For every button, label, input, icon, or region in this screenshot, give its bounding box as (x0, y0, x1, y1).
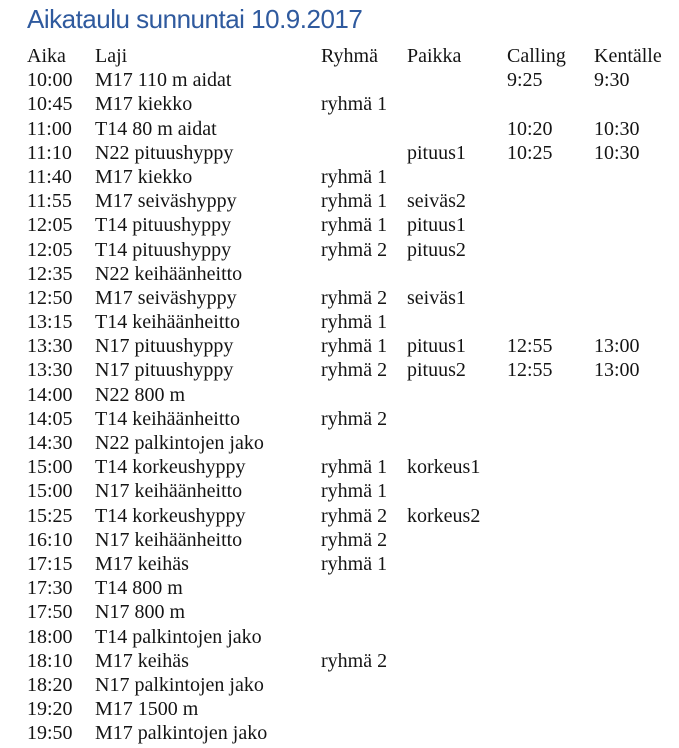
table-cell-laji: N17 pituushyppy (95, 359, 234, 382)
table-cell-paikka (407, 68, 507, 92)
table-cell-calling: 12:55 (507, 335, 553, 358)
table-cell-laji: N17 pituushyppy (95, 335, 234, 358)
table-cell-paikka (407, 117, 507, 141)
table-cell-paikka (407, 92, 507, 116)
table-cell-paikka (407, 721, 507, 745)
table-cell-laji: M17 110 m aidat (95, 69, 232, 92)
table-cell-aika: 14:00 (27, 383, 73, 406)
table-cell-aika: 13:15 (27, 311, 73, 334)
column-header-paikka: Paikka (407, 45, 462, 67)
table-cell-aika: 12:35 (27, 262, 73, 285)
table-cell-ryhma (321, 576, 407, 600)
table-row (27, 649, 679, 673)
table-cell-paikka: korkeus2 (407, 504, 481, 527)
table-row (27, 213, 679, 237)
table-cell-kentalle (594, 238, 679, 262)
table-cell-aika: 10:00 (27, 69, 73, 92)
table-cell-calling (507, 92, 594, 116)
table-cell-laji: N17 palkintojen jako (95, 673, 264, 696)
table-cell-calling: 9:25 (507, 69, 543, 92)
table-cell-calling (507, 600, 594, 624)
table-cell-laji: N17 keihäänheitto (95, 528, 243, 551)
table-row (27, 383, 679, 407)
table-cell-ryhma: ryhmä 1 (321, 165, 388, 188)
table-cell-calling (507, 697, 594, 721)
table-cell-paikka (407, 262, 507, 286)
table-cell-calling (507, 504, 594, 528)
table-cell-ryhma: ryhmä 2 (321, 359, 388, 382)
table-cell-kentalle: 10:30 (594, 141, 640, 164)
table-cell-aika: 16:10 (27, 528, 73, 551)
table-cell-aika: 18:10 (27, 649, 73, 672)
table-cell-kentalle (594, 504, 679, 528)
table-cell-kentalle (594, 92, 679, 116)
table-cell-calling (507, 165, 594, 189)
table-row (27, 455, 679, 479)
table-cell-laji: N22 pituushyppy (95, 141, 234, 164)
table-cell-ryhma (321, 431, 407, 455)
table-cell-ryhma: ryhmä 2 (321, 504, 388, 527)
table-row (27, 310, 679, 334)
table-cell-kentalle (594, 649, 679, 673)
table-cell-calling (507, 673, 594, 697)
table-cell-ryhma (321, 141, 407, 165)
table-cell-kentalle (594, 407, 679, 431)
table-cell-paikka (407, 479, 507, 503)
schedule-table (27, 44, 679, 745)
table-cell-aika: 15:00 (27, 480, 73, 503)
table-cell-aika: 15:00 (27, 456, 73, 479)
column-header-calling: Calling (507, 45, 566, 67)
table-cell-ryhma (321, 697, 407, 721)
table-cell-aika: 17:15 (27, 552, 73, 575)
table-row (27, 141, 679, 165)
table-cell-aika: 17:50 (27, 601, 73, 624)
table-cell-laji: T14 pituushyppy (95, 238, 232, 261)
table-cell-aika: 13:30 (27, 359, 73, 382)
table-cell-calling (507, 552, 594, 576)
table-cell-ryhma: ryhmä 1 (321, 93, 388, 116)
table-cell-ryhma: ryhmä 1 (321, 552, 388, 575)
table-cell-paikka: pituus1 (407, 214, 466, 237)
table-cell-kentalle (594, 600, 679, 624)
table-cell-ryhma (321, 68, 407, 92)
table-cell-laji: M17 palkintojen jako (95, 722, 268, 745)
table-cell-aika: 18:20 (27, 673, 73, 696)
table-cell-calling (507, 649, 594, 673)
table-cell-calling (507, 528, 594, 552)
table-row (27, 92, 679, 116)
table-cell-kentalle (594, 552, 679, 576)
table-cell-aika: 11:55 (27, 190, 72, 213)
table-cell-paikka (407, 552, 507, 576)
table-cell-laji: M17 keihäs (95, 649, 189, 672)
table-cell-kentalle (594, 528, 679, 552)
table-cell-ryhma (321, 673, 407, 697)
table-cell-laji: N17 keihäänheitto (95, 480, 243, 503)
table-cell-kentalle (594, 673, 679, 697)
table-cell-paikka: pituus2 (407, 238, 466, 261)
table-cell-paikka (407, 528, 507, 552)
table-row (27, 697, 679, 721)
table-cell-ryhma: ryhmä 1 (321, 311, 388, 334)
table-cell-calling (507, 721, 594, 745)
table-cell-ryhma (321, 383, 407, 407)
table-cell-aika: 18:00 (27, 625, 73, 648)
table-cell-ryhma: ryhmä 2 (321, 407, 388, 430)
table-cell-paikka: seiväs2 (407, 190, 466, 213)
table-cell-calling (507, 310, 594, 334)
schedule-table-body (27, 68, 679, 745)
table-cell-aika: 12:05 (27, 214, 73, 237)
table-cell-ryhma: ryhmä 1 (321, 456, 388, 479)
table-cell-ryhma (321, 262, 407, 286)
table-cell-kentalle: 10:30 (594, 117, 640, 140)
table-cell-ryhma: ryhmä 1 (321, 335, 388, 358)
page-title: Aikataulu sunnuntai 10.9.2017 (27, 4, 363, 34)
table-cell-calling (507, 479, 594, 503)
table-cell-kentalle (594, 431, 679, 455)
table-cell-laji: N17 800 m (95, 601, 185, 624)
table-cell-calling (507, 189, 594, 213)
table-cell-paikka (407, 165, 507, 189)
table-cell-calling (507, 625, 594, 649)
column-header-aika: Aika (27, 45, 66, 67)
table-cell-aika: 14:30 (27, 432, 73, 454)
table-row (27, 286, 679, 310)
table-row (27, 407, 679, 431)
table-row (27, 576, 679, 600)
table-cell-ryhma (321, 721, 407, 745)
table-row (27, 552, 679, 576)
table-header-row (27, 44, 679, 68)
table-cell-laji: M17 seiväshyppy (95, 190, 237, 213)
table-row (27, 238, 679, 262)
table-cell-kentalle (594, 455, 679, 479)
table-cell-calling (507, 286, 594, 310)
table-cell-calling (507, 213, 594, 237)
table-cell-ryhma: ryhmä 1 (321, 480, 388, 503)
column-header-kentalle: Kentälle (594, 45, 662, 67)
table-cell-calling (507, 455, 594, 479)
table-cell-laji: T14 keihäänheitto (95, 311, 240, 334)
table-cell-calling (507, 576, 594, 600)
table-cell-paikka (407, 697, 507, 721)
table-cell-aika: 11:00 (27, 117, 72, 140)
table-cell-paikka (407, 600, 507, 624)
table-cell-ryhma (321, 117, 407, 141)
table-cell-kentalle (594, 286, 679, 310)
table-cell-laji: T14 palkintojen jako (95, 625, 262, 648)
table-row (27, 721, 679, 745)
table-cell-paikka (407, 576, 507, 600)
table-cell-aika: 14:05 (27, 407, 73, 430)
table-cell-aika: 15:25 (27, 504, 73, 527)
table-cell-paikka (407, 310, 507, 334)
table-cell-laji: T14 korkeushyppy (95, 504, 246, 527)
table-cell-aika: 11:10 (27, 141, 72, 164)
table-cell-aika: 19:50 (27, 722, 73, 745)
table-cell-kentalle: 13:00 (594, 335, 640, 358)
table-cell-calling: 12:55 (507, 359, 553, 382)
table-cell-aika: 11:40 (27, 165, 72, 188)
table-cell-calling (507, 407, 594, 431)
table-cell-paikka (407, 431, 507, 455)
table-cell-kentalle: 9:30 (594, 69, 630, 92)
table-row (27, 262, 679, 286)
table-row (27, 600, 679, 624)
table-row (27, 334, 679, 358)
table-row (27, 673, 679, 697)
table-cell-paikka (407, 673, 507, 697)
table-cell-laji: M17 kiekko (95, 165, 193, 188)
table-cell-calling (507, 431, 594, 455)
table-cell-calling (507, 383, 594, 407)
table-cell-laji: N22 800 m (95, 383, 185, 406)
table-cell-calling: 10:20 (507, 117, 553, 140)
table-cell-aika: 12:05 (27, 238, 73, 261)
table-cell-paikka: pituus1 (407, 335, 466, 358)
table-cell-kentalle (594, 213, 679, 237)
table-cell-ryhma: ryhmä 2 (321, 238, 388, 261)
table-cell-aika: 17:30 (27, 577, 73, 600)
table-cell-ryhma: ryhmä 1 (321, 190, 388, 213)
table-row (27, 358, 679, 382)
table-row (27, 117, 679, 141)
table-cell-laji: T14 keihäänheitto (95, 407, 240, 430)
table-cell-aika: 12:50 (27, 286, 73, 309)
table-cell-laji: N22 keihäänheitto (95, 262, 243, 285)
table-cell-paikka (407, 625, 507, 649)
table-cell-kentalle (594, 721, 679, 745)
table-cell-ryhma: ryhmä 1 (321, 214, 388, 237)
table-cell-aika: 13:30 (27, 335, 73, 358)
table-cell-ryhma (321, 625, 407, 649)
table-cell-paikka: korkeus1 (407, 456, 481, 479)
table-row (27, 625, 679, 649)
table-row (27, 165, 679, 189)
table-cell-kentalle: 13:00 (594, 359, 640, 382)
table-cell-paikka: pituus1 (407, 141, 466, 164)
column-header-ryhma: Ryhmä (321, 45, 378, 67)
table-cell-laji: T14 korkeushyppy (95, 456, 246, 479)
table-row (27, 431, 679, 455)
table-cell-kentalle (594, 262, 679, 286)
table-cell-kentalle (594, 576, 679, 600)
table-cell-laji: M17 1500 m (95, 698, 199, 721)
table-cell-aika: 10:45 (27, 93, 73, 116)
table-cell-kentalle (594, 310, 679, 334)
table-cell-paikka (407, 649, 507, 673)
column-header-laji: Laji (95, 45, 128, 67)
table-cell-paikka: pituus2 (407, 359, 466, 382)
table-cell-kentalle (594, 165, 679, 189)
table-cell-aika: 19:20 (27, 698, 73, 721)
table-cell-kentalle (594, 625, 679, 649)
table-cell-ryhma: ryhmä 2 (321, 528, 388, 551)
table-cell-laji: T14 800 m (95, 577, 183, 600)
table-cell-kentalle (594, 383, 679, 407)
table-cell-paikka (407, 407, 507, 431)
table-cell-calling: 10:25 (507, 141, 553, 164)
table-cell-calling (507, 238, 594, 262)
table-row (27, 189, 679, 213)
table-cell-paikka: seiväs1 (407, 286, 466, 309)
table-cell-ryhma (321, 600, 407, 624)
table-cell-calling (507, 262, 594, 286)
table-cell-laji: T14 80 m aidat (95, 117, 217, 140)
table-cell-laji: T14 pituushyppy (95, 214, 232, 237)
table-cell-kentalle (594, 479, 679, 503)
table-cell-laji: M17 keihäs (95, 552, 189, 575)
table-cell-ryhma: ryhmä 2 (321, 649, 388, 672)
table-cell-laji: M17 kiekko (95, 93, 193, 116)
table-row (27, 504, 679, 528)
table-row (27, 68, 679, 92)
table-cell-paikka (407, 383, 507, 407)
table-cell-kentalle (594, 697, 679, 721)
table-cell-laji: M17 seiväshyppy (95, 286, 237, 309)
table-cell-kentalle (594, 189, 679, 213)
table-cell-ryhma: ryhmä 2 (321, 286, 388, 309)
table-cell-laji: N22 palkintojen jako (95, 432, 264, 454)
table-row (27, 479, 679, 503)
table-row (27, 528, 679, 552)
